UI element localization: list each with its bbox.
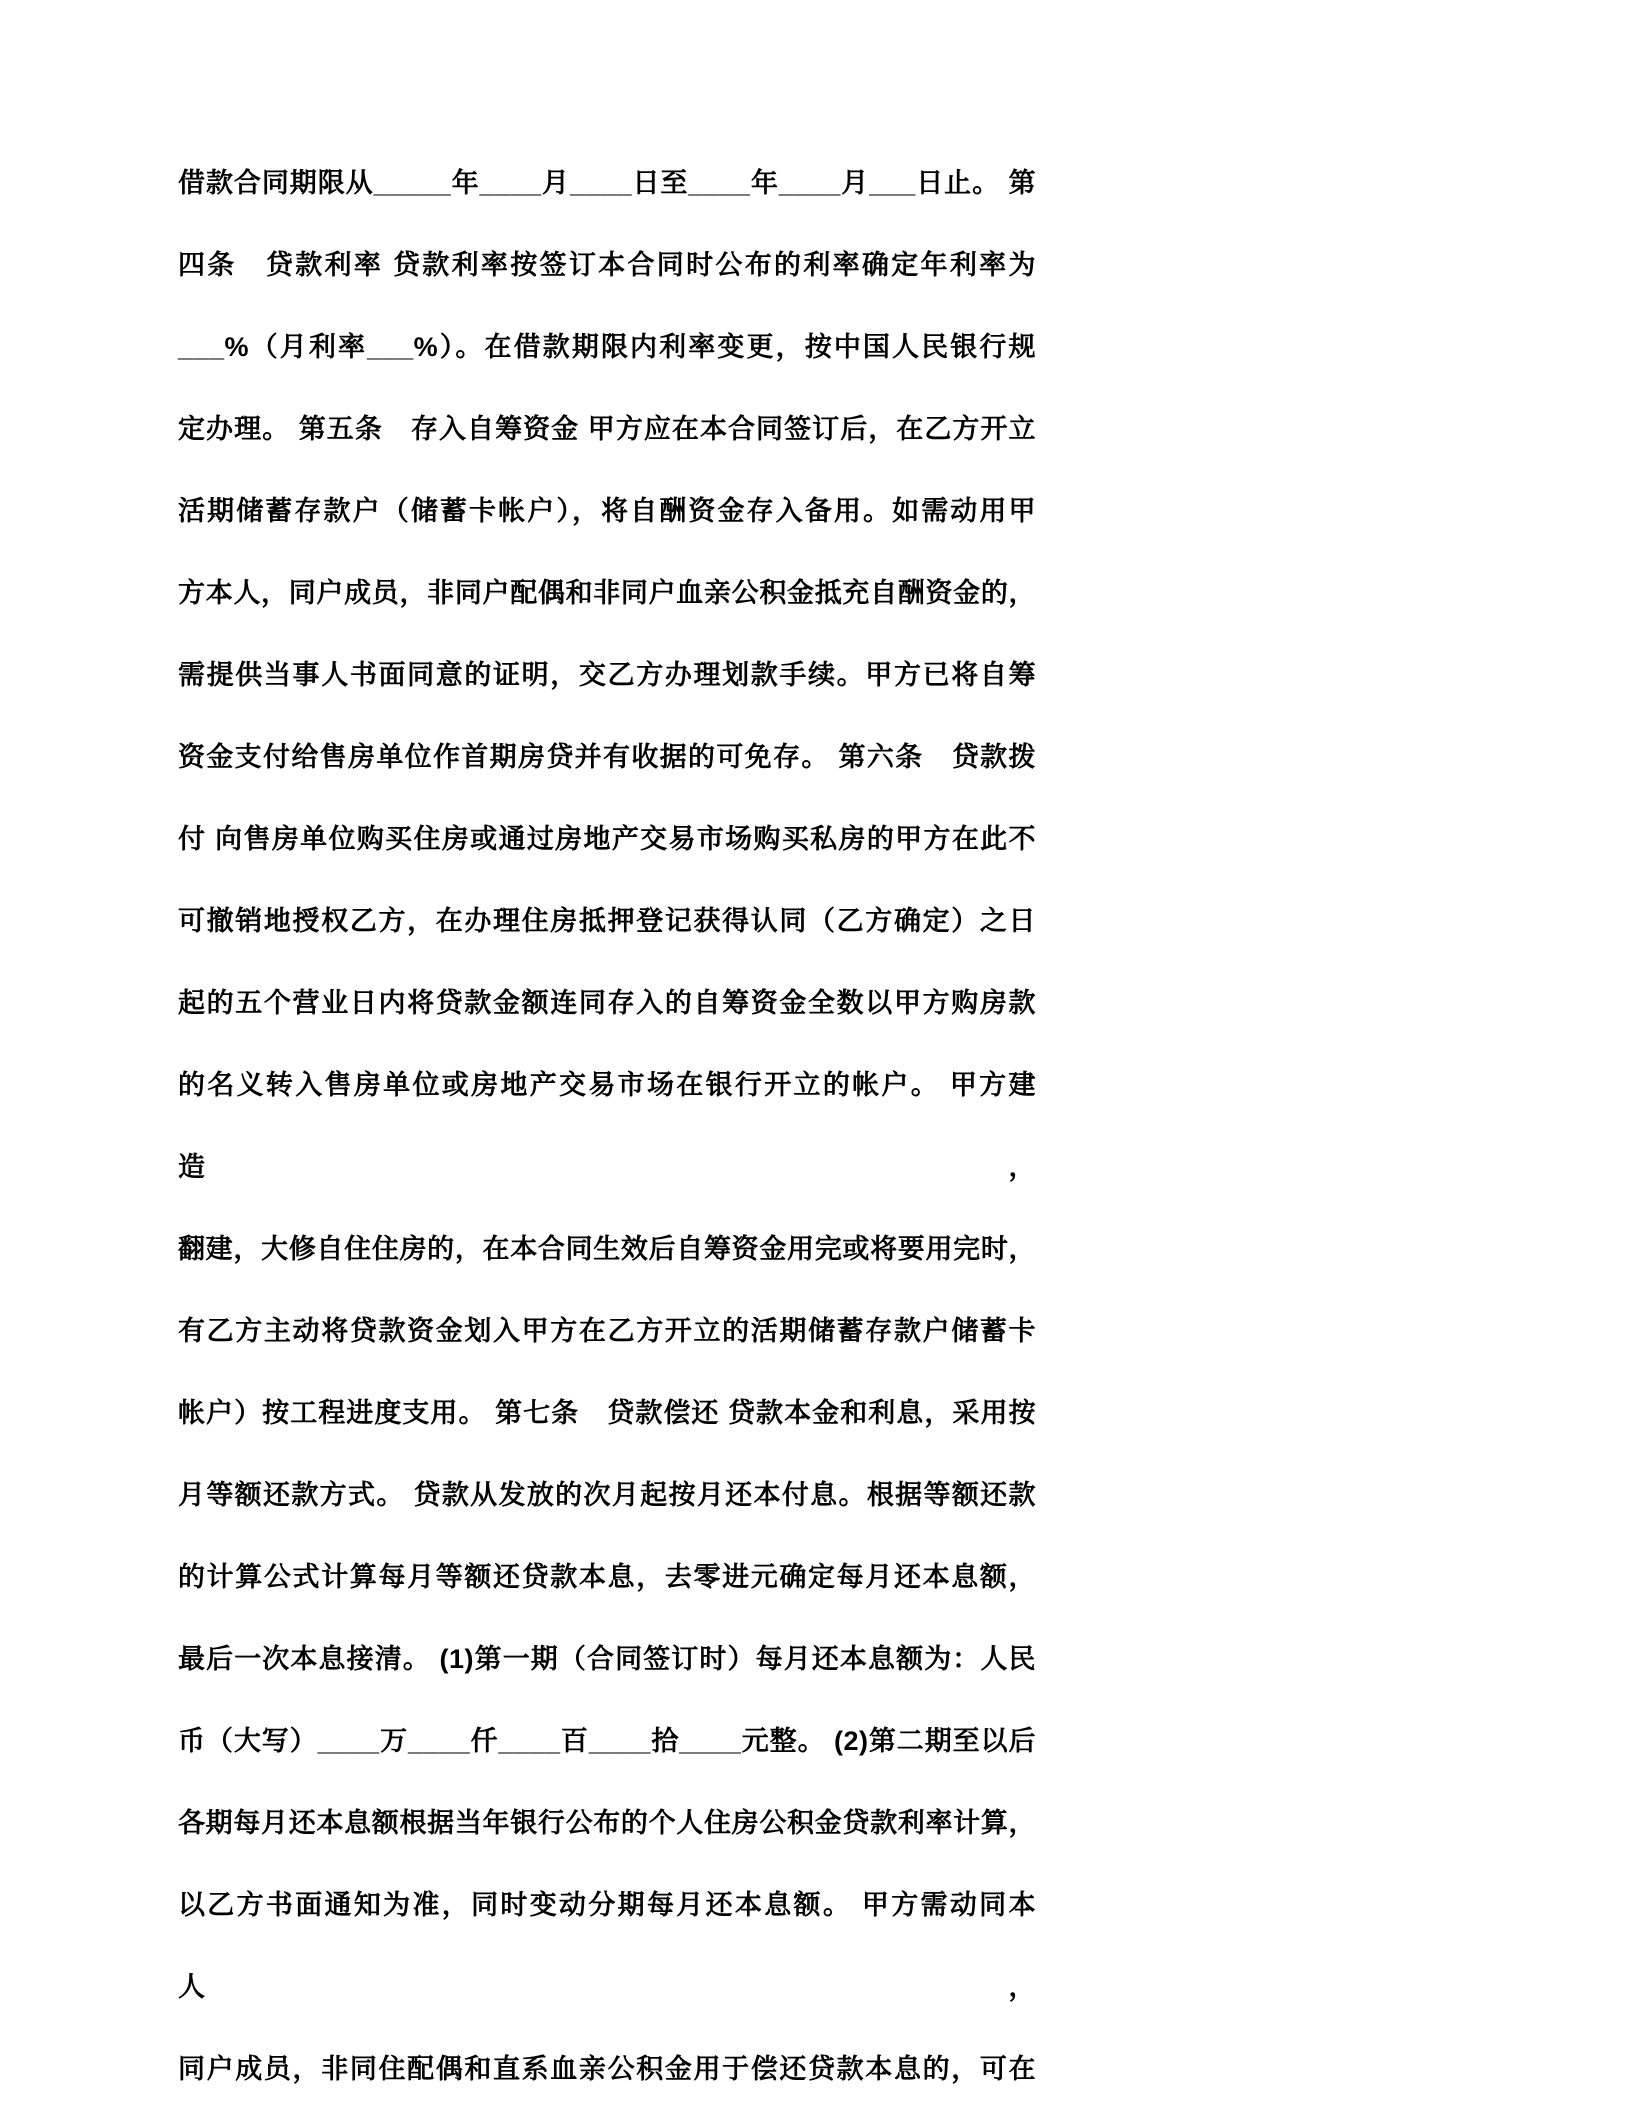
document-line: 资金支付给售房单位作首期房贷并有收据的可免存。 第六条 贷款拨 [178,742,1036,772]
document-line: 借款合同期限从_____年____月____日至____年____月___日止。 第 [178,168,1036,198]
document-line: 同户成员，非同住配偶和直系血亲公积金用于偿还贷款本息的，可在 [178,2054,1036,2084]
document-line: 的计算公式计算每月等额还贷款本息，去零进元确定每月还本息额， [178,1562,1036,1592]
document-line: 活期储蓄存款户（储蓄卡帐户），将自酬资金存入备用。如需动用甲 [178,496,1036,526]
document-line: 四条 贷款利率 贷款利率按签订本合同时公布的利率确定年利率为 [178,250,1036,280]
document-line: 方本人，同户成员，非同户配偶和非同户血亲公积金抵充自酬资金的， [178,578,1036,608]
document-line: 需提供当事人书面同意的证明，交乙方办理划款手续。甲方已将自筹 [178,660,1036,690]
document-line: 翻建，大修自住住房的，在本合同生效后自筹资金用完或将要用完时， [178,1234,1036,1264]
document-line: 起的五个营业日内将贷款金额连同存入的自筹资金全数以甲方购房款 [178,988,1036,1018]
document-line: 付 向售房单位购买住房或通过房地产交易市场购买私房的甲方在此不 [178,824,1036,854]
document-line: 定办理。 第五条 存入自筹资金 甲方应在本合同签订后，在乙方开立 [178,414,1036,444]
document-line: 的名义转入售房单位或房地产交易市场在银行开立的帐户。 甲方建造， [178,1070,1036,1182]
document-line: ___%（月利率___%）。在借款期限内利率变更，按中国人民银行规 [178,332,1036,362]
document-line: 最后一次本息接清。 (1)第一期（合同签订时）每月还本息额为：人民 [178,1644,1036,1674]
document-line: 以乙方书面通知为准，同时变动分期每月还本息额。 甲方需动同本人， [178,1890,1036,2002]
contract-text-block [178,142,1036,2110]
document-line: 各期每月还本息额根据当年银行公布的个人住房公积金贷款利率计算， [178,1808,1036,1838]
document-line: 有乙方主动将贷款资金划入甲方在乙方开立的活期储蓄存款户储蓄卡 [178,1316,1036,1346]
document-line: 币（大写）____万____仟____百____拾____元整。 (2)第二期至以后 [178,1726,1036,1756]
document-line: 可撤销地授权乙方，在办理住房抵押登记获得认同（乙方确定）之日 [178,906,1036,936]
document-line: 月等额还款方式。 贷款从发放的次月起按月还本付息。根据等额还款 [178,1480,1036,1510]
document-line: 帐户）按工程进度支用。 第七条 贷款偿还 贷款本金和利息，采用按 [178,1398,1036,1428]
